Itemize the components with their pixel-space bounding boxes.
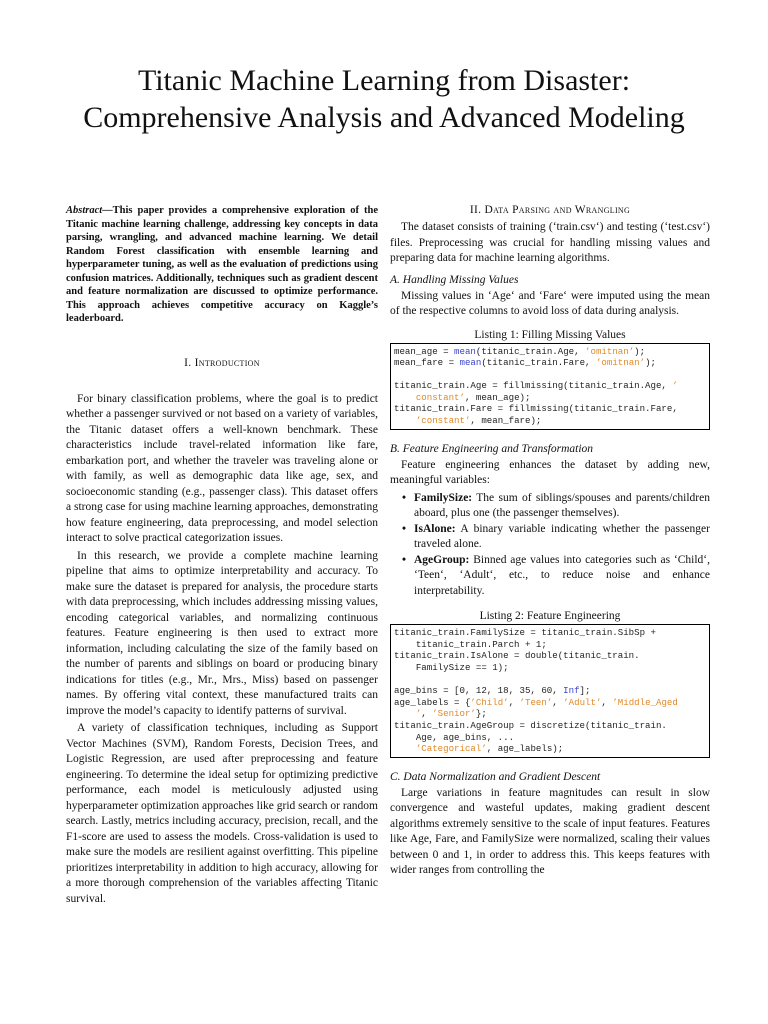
subsection-b-heading: B. Feature Engineering and Transformation [390, 442, 594, 455]
feature-term: FamilySize: [414, 491, 473, 504]
listing-2-code [390, 624, 710, 758]
listing-2-caption: Listing 2: Feature Engineering [479, 610, 621, 623]
subsection-a-text: Missing values in ‘Age‘ and ‘Fare‘ were imputed using the mean of the respective columns to avoid loss of data during analysis. [390, 289, 710, 317]
feature-desc: The sum of siblings/spouses and parents/children aboard, plus one (the passenger themselves). [414, 491, 710, 520]
feature-list [390, 491, 710, 600]
code-line: ’, ’Senior’}; [394, 708, 487, 720]
title-line-2: Comprehensive Analysis and Advanced Modeling [83, 101, 685, 134]
subsection-a-heading: A. Handling Missing Values [390, 273, 519, 286]
title-line-1: Titanic Machine Learning from Disaster: [137, 64, 631, 97]
abstract-text: —This paper provides a comprehensive exploration of the Titanic machine learning challenge, addressing key concepts in data parsing, wrangling, and advanced machine learning. We detail Random Forest classification with ensemble learning and hyperparameter tuning, as well as the evaluation of predictions using confusion matrices. Additionally, techniques such as gradient descent and feature normalization are discussed to optimize performance. This approach achieves competitive accuracy on Kaggle’s leaderboard. [66, 205, 378, 324]
section-2-heading: II. Data Parsing and Wrangling [469, 204, 631, 216]
abstract-label: Abstract [66, 205, 103, 216]
section-1-heading: I. Introduction [184, 356, 260, 369]
code-line: titanic_train.Age = fillmissing(titanic_train.Age, ’ [394, 380, 678, 392]
code-line: mean_age = mean(titanic_train.Age, ’omitnan’); [394, 345, 646, 357]
feature-term: AgeGroup: [414, 553, 470, 566]
code-line: titanic_train.Fare = fillmissing(titanic_train.Fare, [394, 403, 678, 415]
intro-paragraph-1: For binary classification problems, where the goal is to predict whether a passenger survived or not based on a variety of variables, the Titanic dataset offers a well-known benchmark. These characteristics include travel-related information like fare, embarkation port, and whether the traveler was traveling alone or with family, as well as demographic data like age, sex, and socioeconomic standing (e.g., passenger class). This dataset offers a strong case for using machine learning approaches, demonstrating how feature engineering, data preprocessing, and model selection interact to solve practical categorization issues. [66, 392, 378, 544]
subsection-b-text: Feature engineering enhances the dataset by adding new, meaningful variables: [390, 458, 710, 487]
code-line: mean_fare = mean(titanic_train.Fare, ’omitnan’); [394, 357, 656, 369]
intro-paragraph-2: In this research, we provide a complete machine learning pipeline that aims to optimize interpretability and accuracy. To make sure the dataset is prepared for analysis, the procedure starts with data preprocessing, which includes addressing missing values, encoding categorical variables, and normalizing continuous features. Feature engineering is then used to extract more information, including calculating the size of the family based on the number of parents and siblings on board or producing binary indications for titles (e.g., Mr., Mrs., Miss) based on passenger names. By offering vital context, these manufactured traits can improve the model’s capacity to identify patterns of survival. [66, 549, 378, 717]
code-line: titanic_train.FamilySize = titanic_train.SibSp + [394, 627, 656, 639]
right-column [390, 204, 710, 879]
code-line [394, 674, 706, 686]
code-line: age_labels = {’Child’, ’Teen’, ’Adult’, ’Middle_Aged [394, 696, 678, 708]
code-line: titanic_train.IsAlone = double(titanic_train. [394, 650, 640, 662]
code-line: Age, age_bins, ... [394, 731, 515, 743]
code-line: ’constant’, mean_fare); [415, 415, 542, 427]
code-line [394, 369, 706, 381]
listing-1-code [390, 343, 710, 430]
code-line: FamilySize == 1); [394, 661, 509, 673]
feature-desc: Binned age values into categories such as ‘Child‘, ‘Teen‘, ‘Adult‘, etc., to reduce noise and enhance interpretability. [414, 553, 710, 597]
feature-desc: A binary variable indicating whether the passenger traveled alone. [414, 522, 710, 551]
code-line: titanic_train.Parch + 1; [394, 638, 547, 650]
code-line: titanic_train.AgeGroup = discretize(titanic_train. [394, 719, 667, 731]
section-2-intro: The dataset consists of training (‘train.csv‘) and testing (‘test.csv‘) files. Preprocessing was crucial for handling missing values and preparing data for machine learning algorithms. [390, 221, 710, 264]
code-line: constant’, mean_age); [394, 391, 531, 403]
intro-paragraph-3: A variety of classification techniques, including as Support Vector Machines (SVM), Random Forests, Decision Trees, and Logistic Regression, are used after preprocessing and feature engineering. To determine the ideal setup for optimizing predictive performance, each model is meticulously adjusted using hyperparameter optimization approaches like grid search or random search. Lastly, metrics including accuracy, precision, recall, and the F1-score are used to assess the models. Cross-validation is used to make sure the models are resilient against overfitting. This pipeline prioritizes interpretability in addition to high accuracy, allowing for a more thorough comprehension of the variables affecting Titanic survival. [66, 722, 378, 905]
code-line: age_bins = [0, 12, 18, 35, 60, Inf]; [394, 685, 591, 697]
feature-item-agegroup [414, 553, 710, 600]
subsection-c-text: Large variations in feature magnitudes can result in slow convergence and wasteful updates, making gradient descent algorithms extremely sensitive to the scale of input features. Features like Age, Fare, and FamilySize were normalized, scaling their values between 0 and 1, in order to address this. This keeps features with wider ranges from controlling the [390, 786, 710, 877]
feature-term: IsAlone: [414, 522, 456, 535]
left-column [66, 204, 378, 907]
subsection-c-heading: C. Data Normalization and Gradient Descent [390, 770, 601, 783]
abstract [66, 204, 378, 326]
feature-item-isalone [414, 522, 710, 553]
feature-item-familysize [414, 491, 710, 522]
paper-title [0, 62, 768, 136]
listing-1-caption: Listing 1: Filling Missing Values [474, 328, 626, 341]
code-line: ’Categorical’, age_labels); [415, 743, 564, 755]
